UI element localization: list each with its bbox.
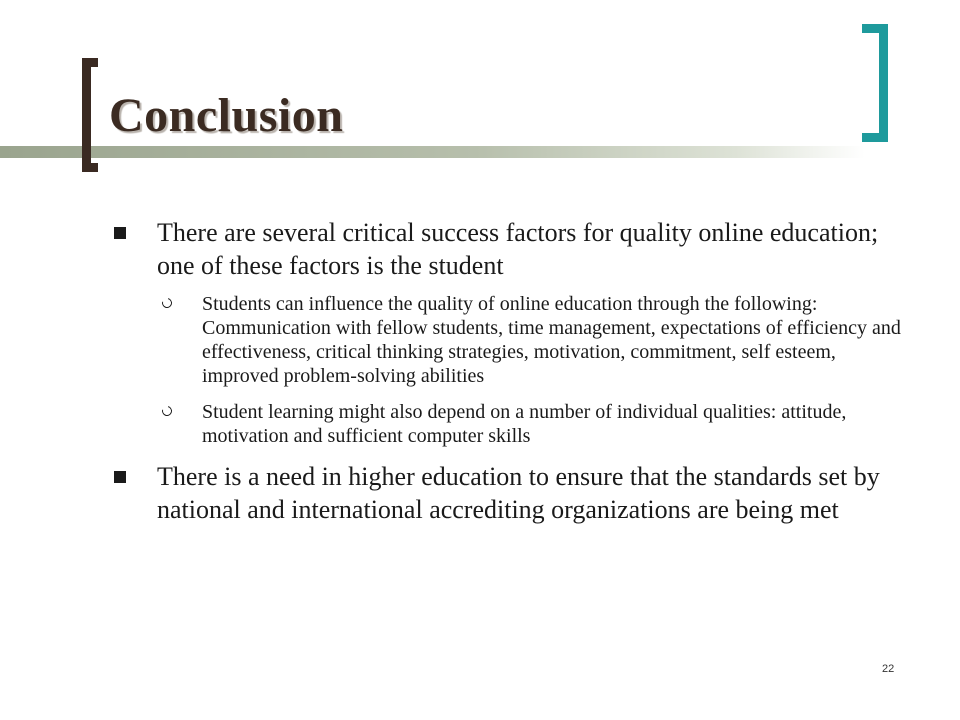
sub-bullet-item [114,292,904,388]
bullet-item [114,216,904,282]
bullet-text: There is a need in higher education to ensure that the standards set by national and international accrediting organizations are being met [157,462,880,524]
circle-bullet-icon [160,404,174,418]
square-bullet-icon [114,471,126,483]
bullet-text: There are several critical success factors for quality online education; one of these factors is the student [157,218,879,280]
sub-bullet-item [114,400,904,448]
bullet-item [114,460,904,526]
slide-title: Conclusion [109,89,344,142]
sub-bullet-text: Student learning might also depend on a number of individual qualities: attitude, motivation and sufficient computer skills [202,401,847,447]
page-number: 22 [882,663,895,675]
right-bracket-decoration [862,24,888,142]
left-bracket-decoration [82,58,98,172]
square-bullet-icon [114,227,126,239]
slide-content [114,216,904,536]
sub-bullet-text: Students can influence the quality of online education through the following: Communication with fellow students, time management, expectations of efficiency and effectiveness, critical thinking strategies, motivation, commitment, self esteem, improved problem-solving abilities [202,293,901,387]
circle-bullet-icon [160,296,174,310]
title-underline-rule [0,146,865,158]
